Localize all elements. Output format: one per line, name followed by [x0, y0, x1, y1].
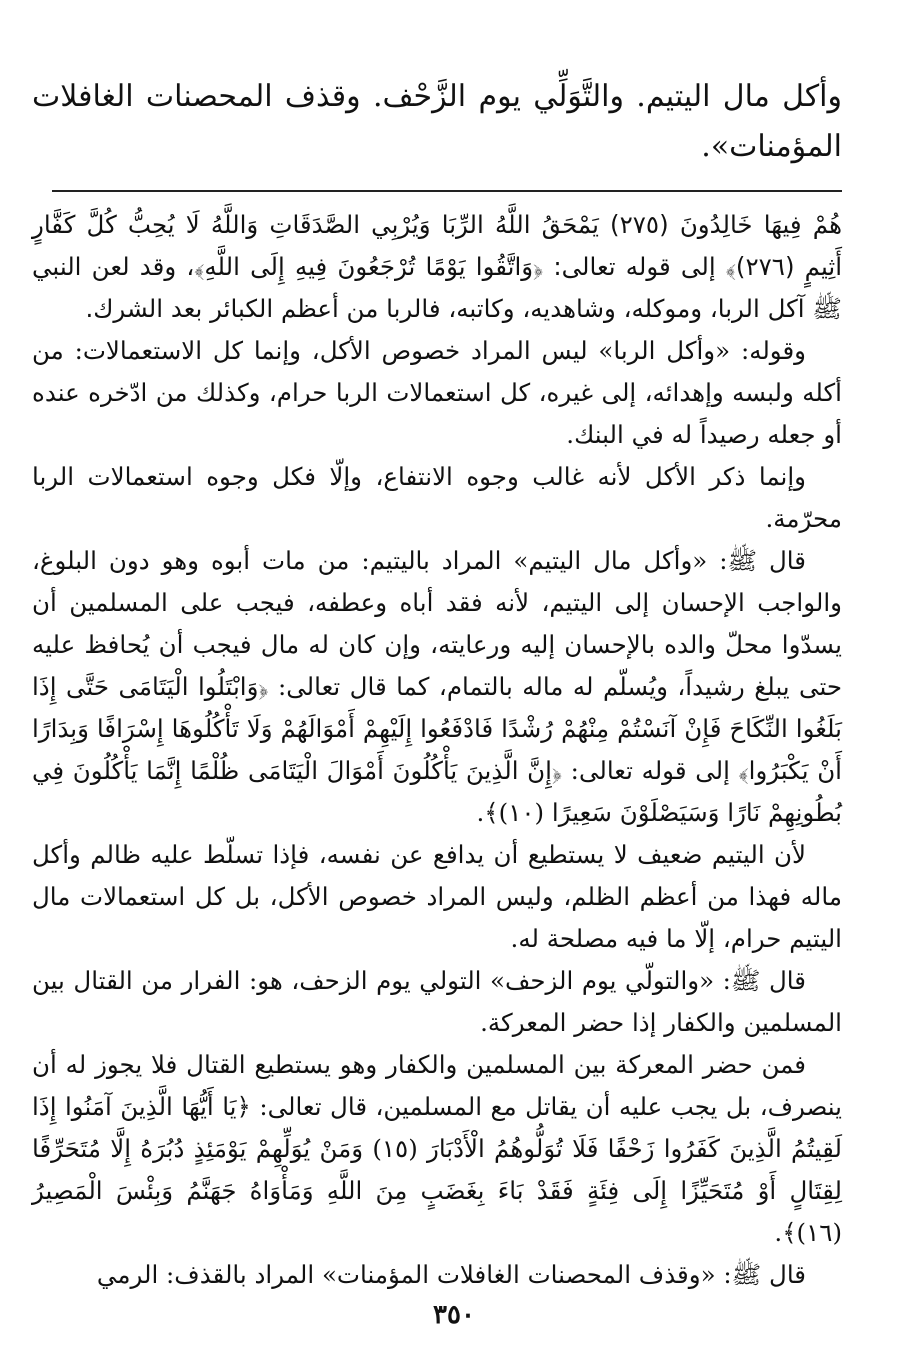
commentary-paragraph-2: وقوله: «وأكل الربا» ليس المراد خصوص الأكل، وإنما كل الاستعمالات: من أكله ولبسه وإهدائه، إلى غيره، كل استعمالات الربا حرام، وكذلك من ادّخره عنده أو جعله رصيداً له في البنك. [32, 336, 842, 449]
commentary-paragraph-7: فمن حضر المعركة بين المسلمين والكفار وهو يستطيع القتال فلا يجوز له أن ينصرف، بل يجب عليه أن يقاتل مع المسلمين، قال تعالى: ﴿يَا أَيُّهَا الَّذِينَ آمَنُوا إِذَا لَقِيتُمُ الَّذِينَ كَفَرُوا زَحْفًا فَلَا تُوَلُّوهُمُ الْأَدْبَارَ (١٥) وَمَنْ يُوَلِّهِمْ يَوْمَئِذٍ دُبُرَهُ إِلَّا مُتَحَرِّفًا لِقِتَالٍ أَوْ مُتَحَيِّزًا إِلَى فِئَةٍ فَقَدْ بَاءَ بِغَضَبٍ مِنَ اللَّهِ وَمَأْوَاهُ جَهَنَّمُ وَبِئْسَ الْمَصِيرُ (١٦)﴾. [32, 1050, 842, 1247]
commentary [32, 204, 842, 1296]
footnote-divider [52, 190, 842, 192]
commentary-paragraph-1: هُمْ فِيهَا خَالِدُونَ (٢٧٥) يَمْحَقُ اللَّهُ الرِّبَا وَيُرْبِي الصَّدَقَاتِ وَاللَّهُ لَا يُحِبُّ كُلَّ كَفَّارٍ أَثِيمٍ (٢٧٦)﴾ إلى قوله تعالى: ﴿وَاتَّقُوا يَوْمًا تُرْجَعُونَ فِيهِ إِلَى اللَّهِ﴾، وقد لعن النبي ﷺ آكل الربا، وموكله، وشاهديه، وكاتبه، فالربا من أعظم الكبائر بعد الشرك. [32, 210, 843, 323]
commentary-paragraph-6: قال ﷺ: «والتولّي يوم الزحف» التولي يوم الزحف، هو: الفرار من القتال بين المسلمين والكفار إذا حضر المعركة. [32, 966, 842, 1037]
commentary-paragraph-3: وإنما ذكر الأكل لأنه غالب وجوه الانتفاع، وإلّا فكل وجوه استعمالات الربا محرّمة. [32, 462, 842, 533]
commentary-paragraph-5: لأن اليتيم ضعيف لا يستطيع أن يدافع عن نفسه، فإذا تسلّط عليه ظالم وأكل ماله فهذا من أعظم الظلم، وليس المراد خصوص الأكل، بل كل استعمالات مال اليتيم حرام، إلّا ما فيه مصلحة له. [32, 840, 842, 953]
commentary-paragraph-4: قال ﷺ: «وأكل مال اليتيم» المراد باليتيم: من مات أبوه وهو دون البلوغ، والواجب الإحسان إلى اليتيم، لأنه فقد أباه وعطفه، فيجب على المسلمين أن يسدّوا محلّ والده بالإحسان إليه ورعايته، وإن كان له مال فيجب أن يُحافظ عليه حتى يبلغ رشيداً، ويُسلّم له ماله بالتمام، كما قال تعالى: ﴿وَابْتَلُوا الْيَتَامَى حَتَّى إِذَا بَلَغُوا النِّكَاحَ فَإِنْ آنَسْتُمْ مِنْهُمْ رُشْدًا فَادْفَعُوا إِلَيْهِمْ أَمْوَالَهُمْ وَلَا تَأْكُلُوهَا إِسْرَافًا وَبِدَارًا أَنْ يَكْبَرُوا﴾ إلى قوله تعالى: ﴿إِنَّ الَّذِينَ يَأْكُلُونَ أَمْوَالَ الْيَتَامَى ظُلْمًا إِنَّمَا يَأْكُلُونَ فِي بُطُونِهِمْ نَارًا وَسَيَصْلَوْنَ سَعِيرًا (١٠)﴾. [32, 546, 842, 827]
commentary-paragraph-8: قال ﷺ: «وقذف المحصنات الغافلات المؤمنات» المراد بالقذف: الرمي [96, 1260, 806, 1289]
main-hadith-text: وأكل مال اليتيم. والتَّوَلِّي يوم الزَّحْف. وقذف المحصنات الغافلات المؤمنات». [32, 79, 842, 164]
page-body [32, 72, 842, 1296]
page-number: ٣٥٠ [433, 1300, 475, 1330]
